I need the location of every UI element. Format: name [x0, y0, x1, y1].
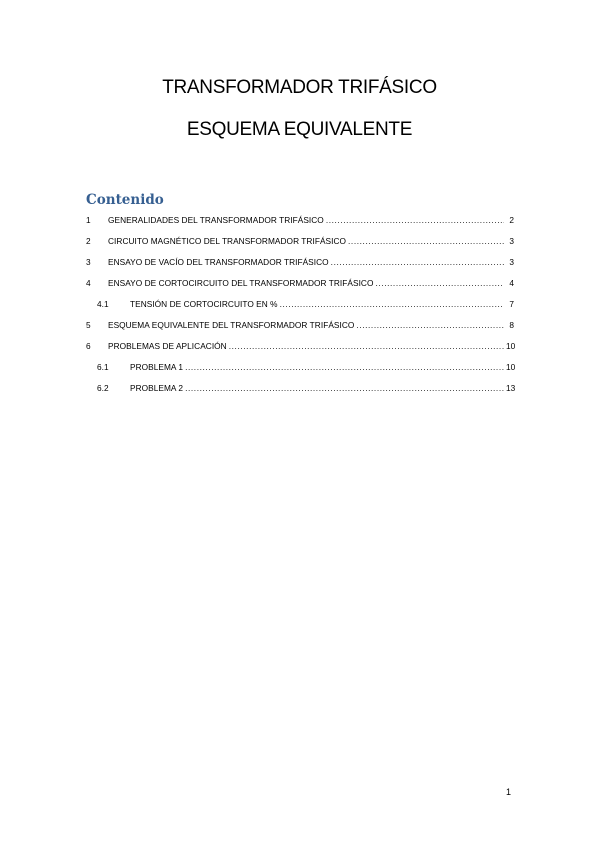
toc-leader-dots — [326, 215, 504, 225]
toc-entry-page: 4 — [509, 277, 514, 288]
toc-subentry[interactable] — [86, 378, 514, 399]
toc-entry-title: TENSIÓN DE CORTOCIRCUITO EN % — [130, 298, 278, 309]
toc-entry-number: 1 — [86, 214, 91, 225]
toc-entry-number: 2 — [86, 235, 91, 246]
toc-entry[interactable] — [86, 209, 514, 230]
page-number: 1 — [506, 787, 512, 797]
toc-entry-number: 6 — [86, 341, 91, 352]
toc-entry[interactable] — [86, 230, 514, 251]
toc-entry-title: ENSAYO DE VACÍO DEL TRANSFORMADOR TRIFÁSICO — [108, 256, 329, 267]
toc-entry-title: GENERALIDADES DEL TRANSFORMADOR TRIFÁSICO — [108, 214, 324, 225]
toc-entry-title: PROBLEMA 1 — [130, 362, 184, 373]
document-title-line2: ESQUEMA EQUIVALENTE — [186, 119, 413, 140]
toc-entry-page: 2 — [509, 214, 514, 225]
toc-subentry[interactable] — [86, 293, 514, 314]
toc-leader-dots — [356, 320, 504, 330]
toc-entry-page: 7 — [509, 298, 514, 309]
toc-entry-title: ENSAYO DE CORTOCIRCUITO DEL TRANSFORMADOR TRIFÁSICO — [108, 277, 374, 288]
toc-heading: Contenido — [86, 192, 164, 208]
toc-entry-page: 10 — [506, 341, 516, 352]
toc-leader-dots — [375, 278, 504, 288]
toc-subentry[interactable] — [86, 357, 514, 378]
toc-entry-page: 3 — [509, 235, 514, 246]
toc-entry-title: ESQUEMA EQUIVALENTE DEL TRANSFORMADOR TRIFÁSICO — [108, 320, 355, 331]
toc-entry[interactable] — [86, 336, 514, 357]
toc-entry[interactable] — [86, 251, 514, 272]
toc-leader-dots — [348, 236, 504, 246]
toc-leader-dots — [185, 383, 504, 393]
toc-entry-number: 4.1 — [97, 298, 109, 309]
toc-entry-number: 5 — [86, 320, 91, 331]
toc-entry-title: PROBLEMA 2 — [130, 383, 184, 394]
toc-leader-dots — [229, 341, 504, 351]
toc-leader-dots — [280, 299, 504, 309]
toc-leader-dots — [331, 257, 504, 267]
toc-entry-page: 8 — [509, 320, 514, 331]
document-title-line1: TRANSFORMADOR TRIFÁSICO — [162, 77, 437, 98]
toc-entry[interactable] — [86, 272, 514, 293]
table-of-contents — [86, 209, 514, 399]
toc-entry-title: CIRCUITO MAGNÉTICO DEL TRANSFORMADOR TRIFÁSICO — [108, 235, 347, 246]
toc-entry[interactable] — [86, 314, 514, 335]
toc-entry-number: 3 — [86, 256, 91, 267]
toc-entry-page: 10 — [506, 362, 516, 373]
toc-entry-page: 13 — [506, 383, 516, 394]
toc-entry-number: 4 — [86, 277, 91, 288]
toc-entry-number: 6.2 — [97, 383, 109, 394]
toc-leader-dots — [185, 362, 504, 372]
toc-entry-page: 3 — [509, 256, 514, 267]
toc-entry-number: 6.1 — [97, 362, 109, 373]
toc-entry-title: PROBLEMAS DE APLICACIÓN — [108, 341, 227, 352]
